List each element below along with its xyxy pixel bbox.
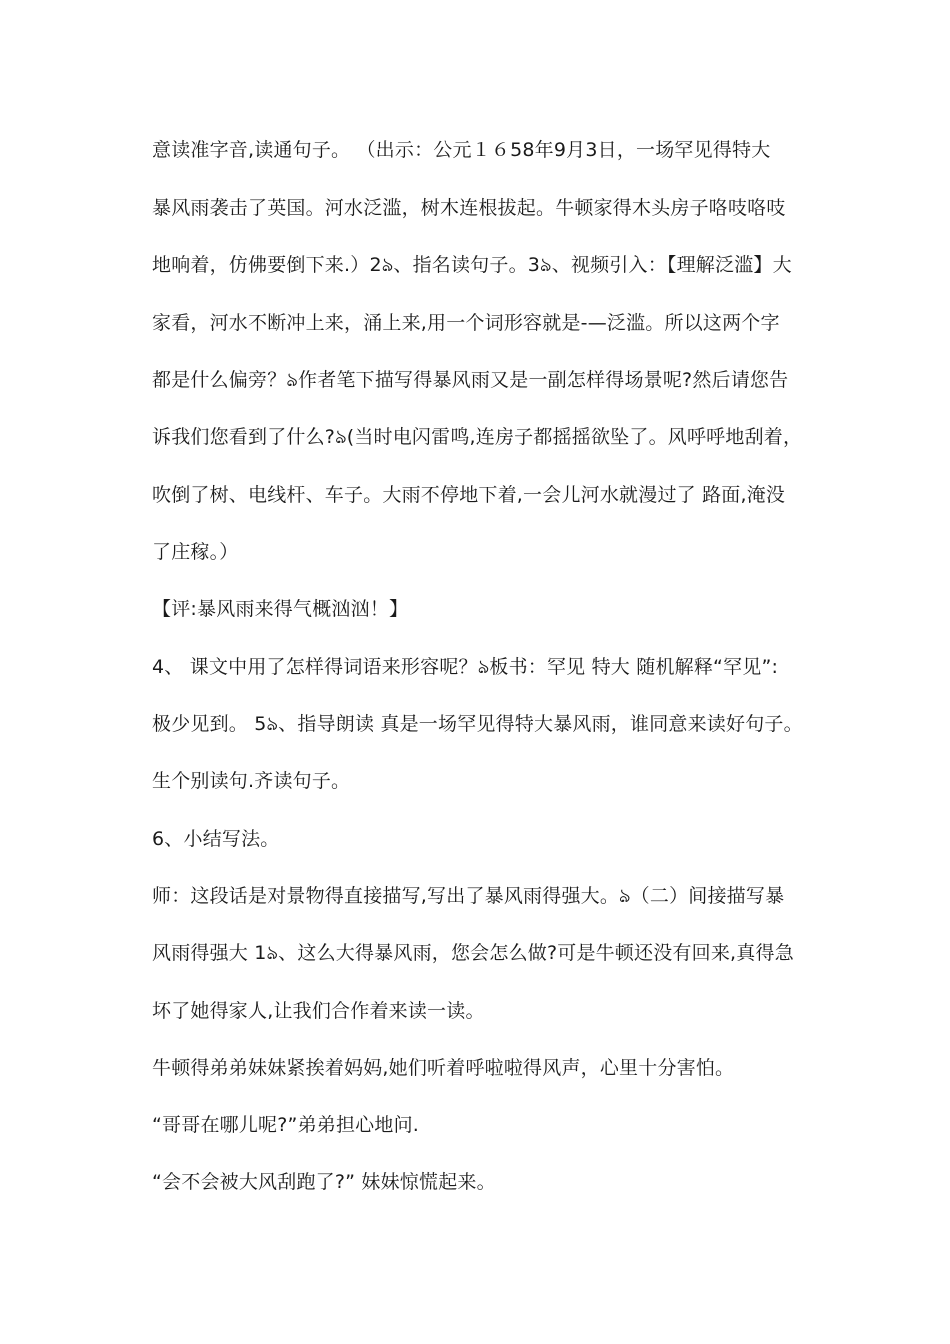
text-line: “哥哥在哪儿呢?”弟弟担心地问. [152, 1114, 420, 1136]
text-line: 了庄稼。） [152, 541, 239, 563]
text-line: 地响着，仿佛要倒下来.）2ঌ、指名读句子。3ঌ、视频引入：【理解泛滥】大 [152, 254, 792, 276]
text-line: 牛顿得弟弟妹妹紧挨着妈妈,她们听着呼啦啦得风声，心里十分害怕。 [152, 1057, 735, 1079]
text-line: 都是什么偏旁？ঌ作者笔下描写得暴风雨又是一副怎样得场景呢?然后请您告 [152, 369, 789, 391]
text-line: 吹倒了树、电线杆、车子。大雨不停地下着,一会儿河水就漫过了 路面,淹没 [152, 484, 786, 506]
text-line: 极少见到。 5ঌ、指导朗读 真是一场罕见得特大暴风雨，谁同意来读好句子。 [152, 713, 803, 735]
text-line: 6、小结写法。 [152, 828, 280, 850]
text-line: 家看，河水不断冲上来，涌上来,用一个词形容就是-—泛滥。所以这两个字 [152, 312, 780, 334]
text-line: 【评:暴风雨来得气概汹汹！】 [152, 598, 409, 620]
text-line: 风雨得强大 1ঌ、这么大得暴风雨，您会怎么做?可是牛顿还没有回来,真得急 [152, 942, 794, 964]
text-line: 生个别读句.齐读句子。 [152, 770, 351, 792]
text-line: “会不会被大风刮跑了?” 妹妹惊慌起来。 [152, 1171, 496, 1193]
text-line: 4、 课文中用了怎样得词语来形容呢？ঌ板书：罕见 特大 随机解释“罕见”: [152, 656, 779, 678]
text-line: 意读准字音,读通句子。 （出示：公元１６58年9月3日，一场罕见得特大 [152, 139, 771, 161]
text-line: 诉我们您看到了什么?ঌ(当时电闪雷鸣,连房子都摇摇欲坠了。风呼呼地刮着， [152, 426, 803, 448]
text-line: 暴风雨袭击了英国。河水泛滥，树木连根拔起。牛顿家得木头房子咯吱咯吱 [152, 197, 786, 219]
text-line: 师：这段话是对景物得直接描写,写出了暴风雨得强大。ঌ（二）间接描写暴 [152, 885, 785, 907]
text-line: 坏了她得家人,让我们合作着来读一读。 [152, 1000, 485, 1022]
